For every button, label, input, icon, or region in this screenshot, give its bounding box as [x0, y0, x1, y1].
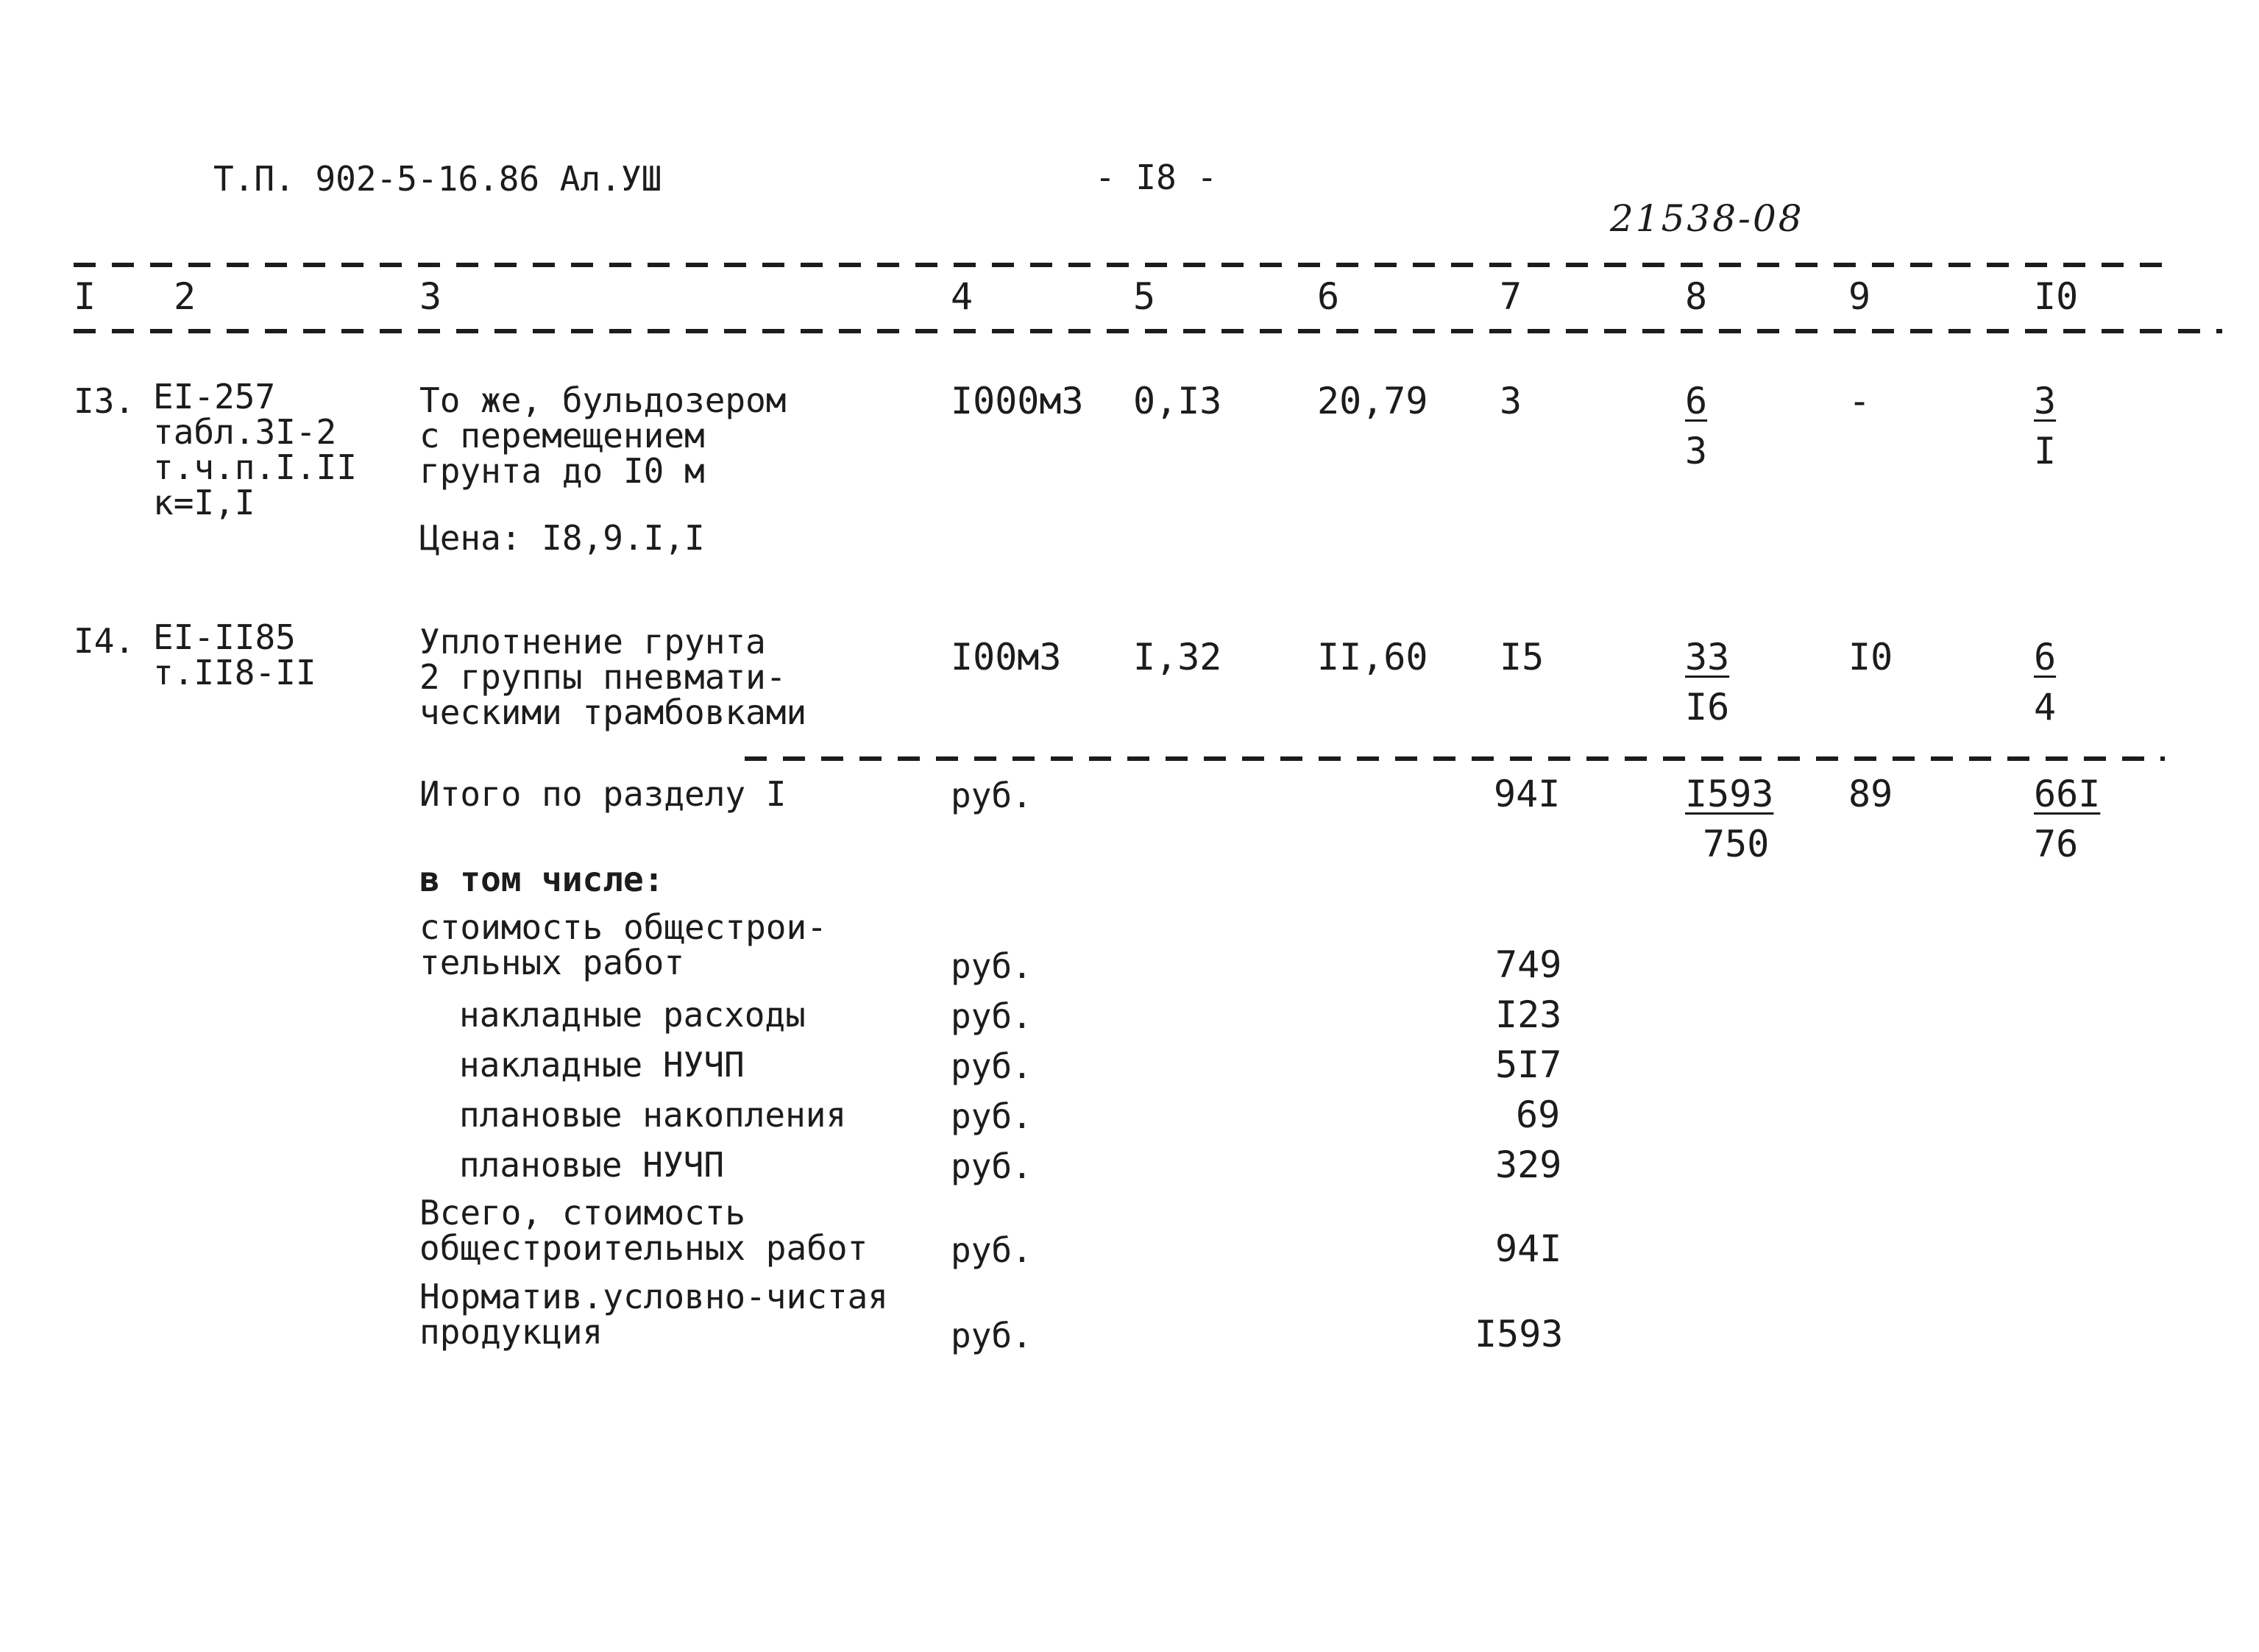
row-col10-top: 3 — [2034, 380, 2057, 422]
row-col8-top: 6 — [1685, 380, 1708, 422]
handwritten-number: 21538-08 — [1610, 197, 1804, 240]
row-code: EI-257 табл.3I-2 т.ч.п.I.II к=I,I — [153, 377, 357, 522]
breakdown-unit: руб. — [951, 1096, 1032, 1136]
row-unit: I000м3 — [951, 380, 1084, 422]
breakdown-label: накладные НУЧП — [459, 1045, 745, 1085]
row-col8-top: 33 — [1685, 636, 1730, 678]
row-quantity: 0,I3 — [1133, 380, 1222, 422]
row-quantity: I,32 — [1133, 636, 1222, 678]
breakdown-label: накладные расходы — [459, 995, 806, 1035]
total-divider — [745, 756, 2165, 761]
row-price-note: Цена: I8,9.I,I — [419, 518, 705, 558]
row-col9: I0 — [1848, 636, 1893, 678]
total-unit: руб. — [951, 776, 1032, 815]
column-header-5: 5 — [1133, 275, 1156, 318]
page-number: - I8 - — [1095, 157, 1218, 197]
column-header-4: 4 — [951, 275, 974, 318]
column-header-3: 3 — [419, 275, 442, 318]
column-header-9: 9 — [1848, 275, 1871, 318]
total-col8-top: I593 — [1685, 773, 1774, 815]
column-header-8: 8 — [1685, 275, 1708, 318]
column-header-2: 2 — [174, 275, 196, 318]
total-col9: 89 — [1848, 773, 1893, 815]
column-header-6: 6 — [1317, 275, 1340, 318]
breakdown-label: стоимость общестрои- тельных работ — [419, 907, 827, 982]
row-col10-bottom: 4 — [2034, 686, 2057, 728]
breakdown-unit: руб. — [951, 1316, 1032, 1355]
breakdown-value: 5I7 — [1495, 1043, 1562, 1086]
row-col7: 3 — [1500, 380, 1522, 422]
breakdown-unit: руб. — [951, 1230, 1032, 1270]
total-col7: 94I — [1494, 773, 1561, 815]
column-header-7: 7 — [1500, 275, 1522, 318]
row-description: Уплотнение грунта 2 группы пневмати- ческими трамбовками — [419, 622, 807, 732]
breakdown-unit: руб. — [951, 996, 1032, 1036]
row-unit: I00м3 — [951, 636, 1062, 678]
total-col8-bottom: 750 — [1703, 823, 1770, 865]
breakdown-unit: руб. — [951, 946, 1032, 986]
breakdown-label: плановые накопления — [459, 1095, 847, 1135]
breakdown-value: 94I — [1495, 1227, 1562, 1270]
including-label: в том числе: — [419, 859, 664, 899]
header-bottom-divider — [74, 329, 2222, 333]
row-rate: II,60 — [1317, 636, 1428, 678]
breakdown-value: 749 — [1495, 943, 1562, 986]
row-col8-bottom: I6 — [1685, 686, 1730, 728]
column-header-1: I — [74, 275, 96, 318]
breakdown-label: Всего, стоимость общестроительных работ — [419, 1193, 868, 1268]
header-top-divider — [74, 263, 2178, 267]
row-col10-bottom: I — [2034, 430, 2057, 472]
breakdown-value: I593 — [1475, 1313, 1564, 1355]
breakdown-value: 69 — [1516, 1093, 1561, 1136]
breakdown-label: плановые НУЧП — [459, 1145, 725, 1185]
row-col7: I5 — [1500, 636, 1545, 678]
total-col10-bottom: 76 — [2034, 823, 2079, 865]
breakdown-value: I23 — [1495, 993, 1562, 1036]
document-reference: Т.П. 902-5-16.86 Ал.УШ — [213, 159, 662, 199]
row-code: EI-II85 т.II8-II — [153, 617, 316, 692]
row-col9: - — [1848, 380, 1871, 422]
row-number: I4. — [74, 621, 135, 661]
column-header-10: I0 — [2034, 275, 2079, 318]
row-col10-top: 6 — [2034, 636, 2057, 678]
breakdown-label: Норматив.условно-чистая продукция — [419, 1277, 888, 1352]
row-col8-bottom: 3 — [1685, 430, 1708, 472]
breakdown-unit: руб. — [951, 1046, 1032, 1086]
total-col10-top: 66I — [2034, 773, 2101, 815]
breakdown-value: 329 — [1495, 1144, 1562, 1186]
row-number: I3. — [74, 381, 135, 421]
row-description: То же, бульдозером с перемещением грунта до I0 м — [419, 380, 787, 491]
row-rate: 20,79 — [1317, 380, 1428, 422]
breakdown-unit: руб. — [951, 1146, 1032, 1186]
total-label: Итого по разделу I — [419, 774, 787, 814]
